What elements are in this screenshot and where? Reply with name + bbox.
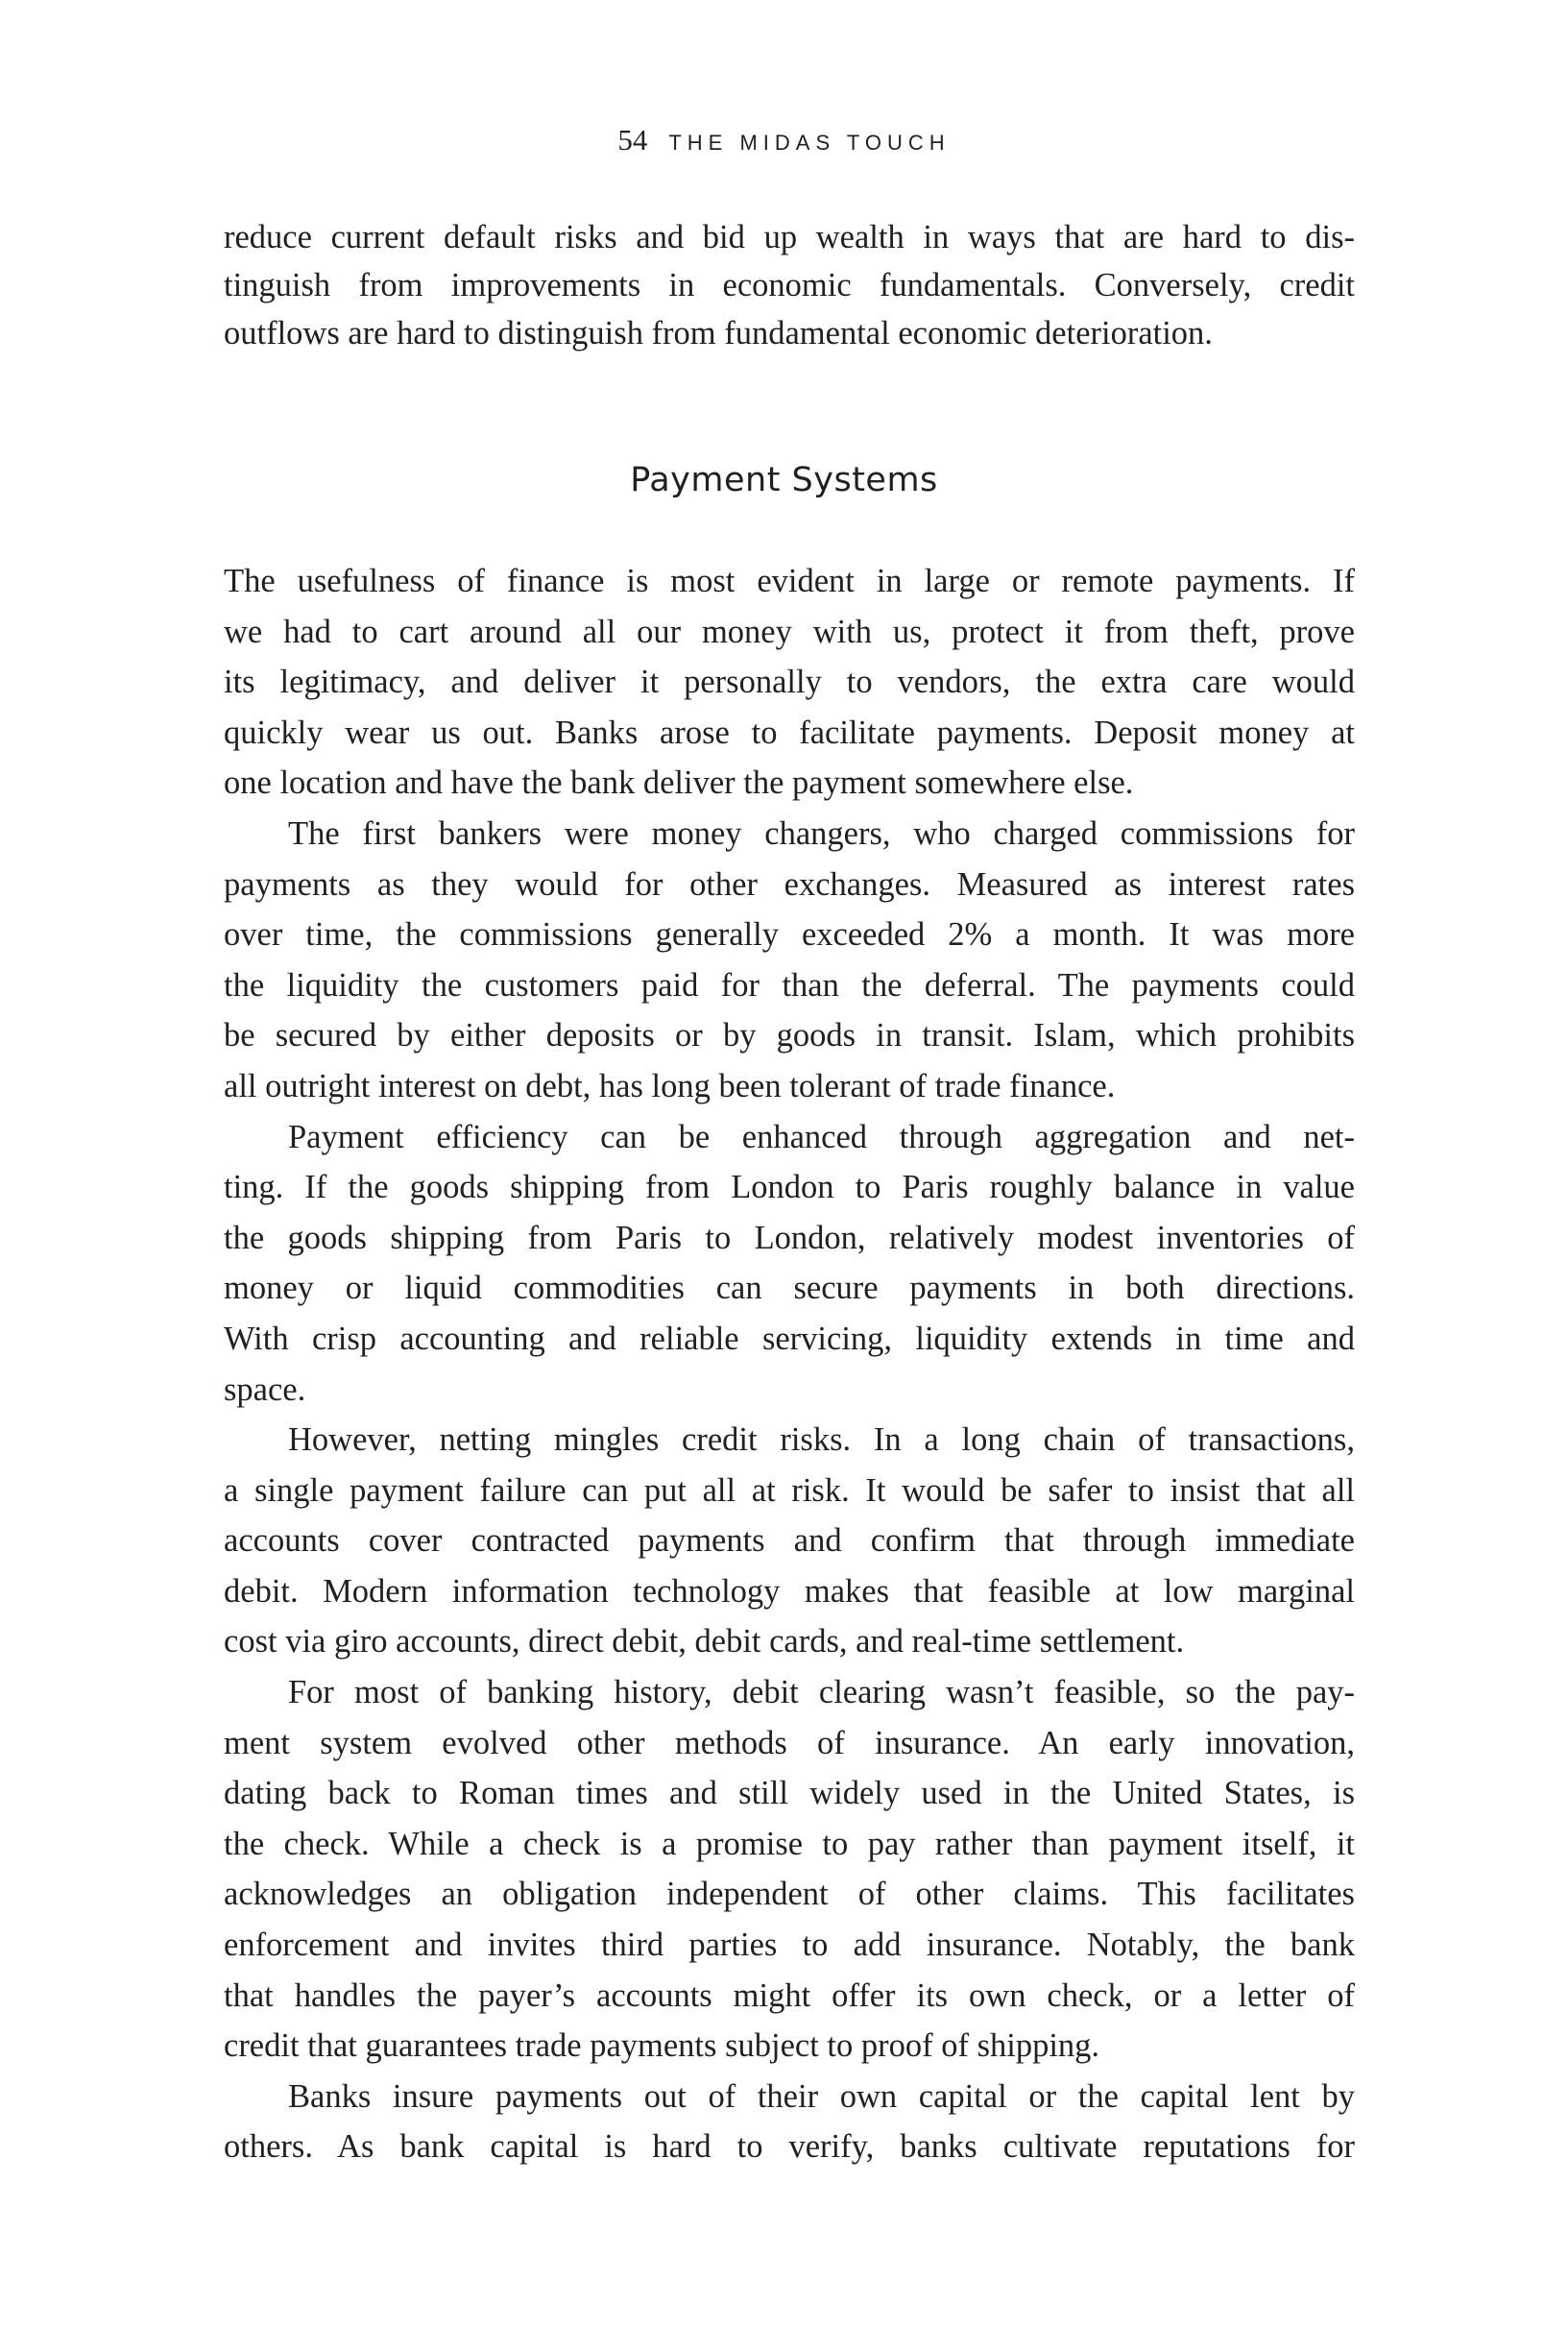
text-line: cost via giro accounts, direct debit, debit cards, and real-time settlement. <box>224 1623 1185 1661</box>
text-line: With crisp accounting and reliable servicing, liquidity extends in time and <box>224 1320 1355 1357</box>
text-line: others. As bank capital is hard to verify, banks cultivate reputations for <box>224 2128 1355 2166</box>
continuation-paragraph <box>224 213 1355 357</box>
text-line: ment system evolved other methods of insurance. An early innovation, <box>224 1724 1355 1761</box>
text-line: outflows are hard to distinguish from fundamental economic deterioration. <box>224 315 1213 352</box>
text-line: The first bankers were money changers, who charged commissions for <box>288 814 1355 852</box>
text-line: acknowledges an obligation independent of other claims. This facilitates <box>224 1876 1355 1913</box>
text-line: Banks insure payments out of their own capital or the capital lent by <box>288 2077 1355 2115</box>
text-line: tinguish from improvements in economic fundamentals. Conversely, credit <box>224 267 1355 303</box>
text-line: ting. If the goods shipping from London to Paris roughly balance in value <box>224 1169 1355 1206</box>
paragraph <box>224 2072 1355 2172</box>
text-line: the goods shipping from Paris to London, relatively modest inventories of <box>224 1219 1355 1256</box>
text-line: dating back to Roman times and still widely used in the United States, is <box>224 1775 1355 1812</box>
text-line: accounts cover contracted payments and confirm that through immediate <box>224 1522 1355 1560</box>
text-line: the check. While a check is a promise to pay rather than payment itself, it <box>224 1825 1355 1862</box>
text-line: reduce current default risks and bid up wealth in ways that are hard to dis- <box>224 219 1355 255</box>
text-line: Payment efficiency can be enhanced through aggregation and net- <box>288 1118 1355 1155</box>
running-head <box>0 123 1568 158</box>
paragraph <box>224 809 1355 1112</box>
book-title: THE MIDAS TOUCH <box>668 131 951 155</box>
text-line: its legitimacy, and deliver it personally to vendors, the extra care would <box>224 664 1355 701</box>
paragraph <box>224 556 1355 809</box>
text-line: one location and have the bank deliver the payment somewhere else. <box>224 764 1134 802</box>
paragraph <box>224 1667 1355 2072</box>
text-line: space. <box>224 1370 306 1408</box>
text-line: enforcement and invites third parties to add insurance. Notably, the bank <box>224 1927 1355 1964</box>
text-line: be secured by either deposits or by goods in transit. Islam, which prohibits <box>224 1017 1355 1055</box>
text-line: that handles the payer’s accounts might offer its own check, or a letter of <box>224 1976 1355 2014</box>
text-line: However, netting mingles credit risks. In a long chain of transactions, <box>288 1421 1355 1459</box>
page-number: 54 <box>617 123 648 157</box>
text-line: over time, the commissions generally exceeded 2% a month. It was more <box>224 916 1355 954</box>
text-line: all outright interest on debt, has long been tolerant of trade finance. <box>224 1067 1116 1104</box>
text-line: a single payment failure can put all at risk. It would be safer to insist that all <box>224 1471 1355 1509</box>
text-line: debit. Modern information technology makes that feasible at low marginal <box>224 1572 1355 1610</box>
text-line: The usefulness of finance is most evident in large or remote payments. If <box>224 563 1355 599</box>
text-line: quickly wear us out. Banks arose to facilitate payments. Deposit money at <box>224 714 1355 751</box>
text-line: payments as they would for other exchanges. Measured as interest rates <box>224 865 1355 903</box>
paragraph <box>224 1415 1355 1667</box>
text-line: For most of banking history, debit clearing wasn’t feasible, so the pay- <box>288 1674 1355 1711</box>
text-line: the liquidity the customers paid for than the deferral. The payments could <box>224 966 1355 1004</box>
paragraph <box>224 1112 1355 1416</box>
section-body <box>224 556 1355 2172</box>
text-line: credit that guarantees trade payments subject to proof of shipping. <box>224 2027 1100 2065</box>
text-line: money or liquid commodities can secure payments in both directions. <box>224 1270 1355 1307</box>
section-heading: Payment Systems <box>630 461 938 499</box>
text-line: we had to cart around all our money with us, protect it from theft, prove <box>224 613 1355 650</box>
